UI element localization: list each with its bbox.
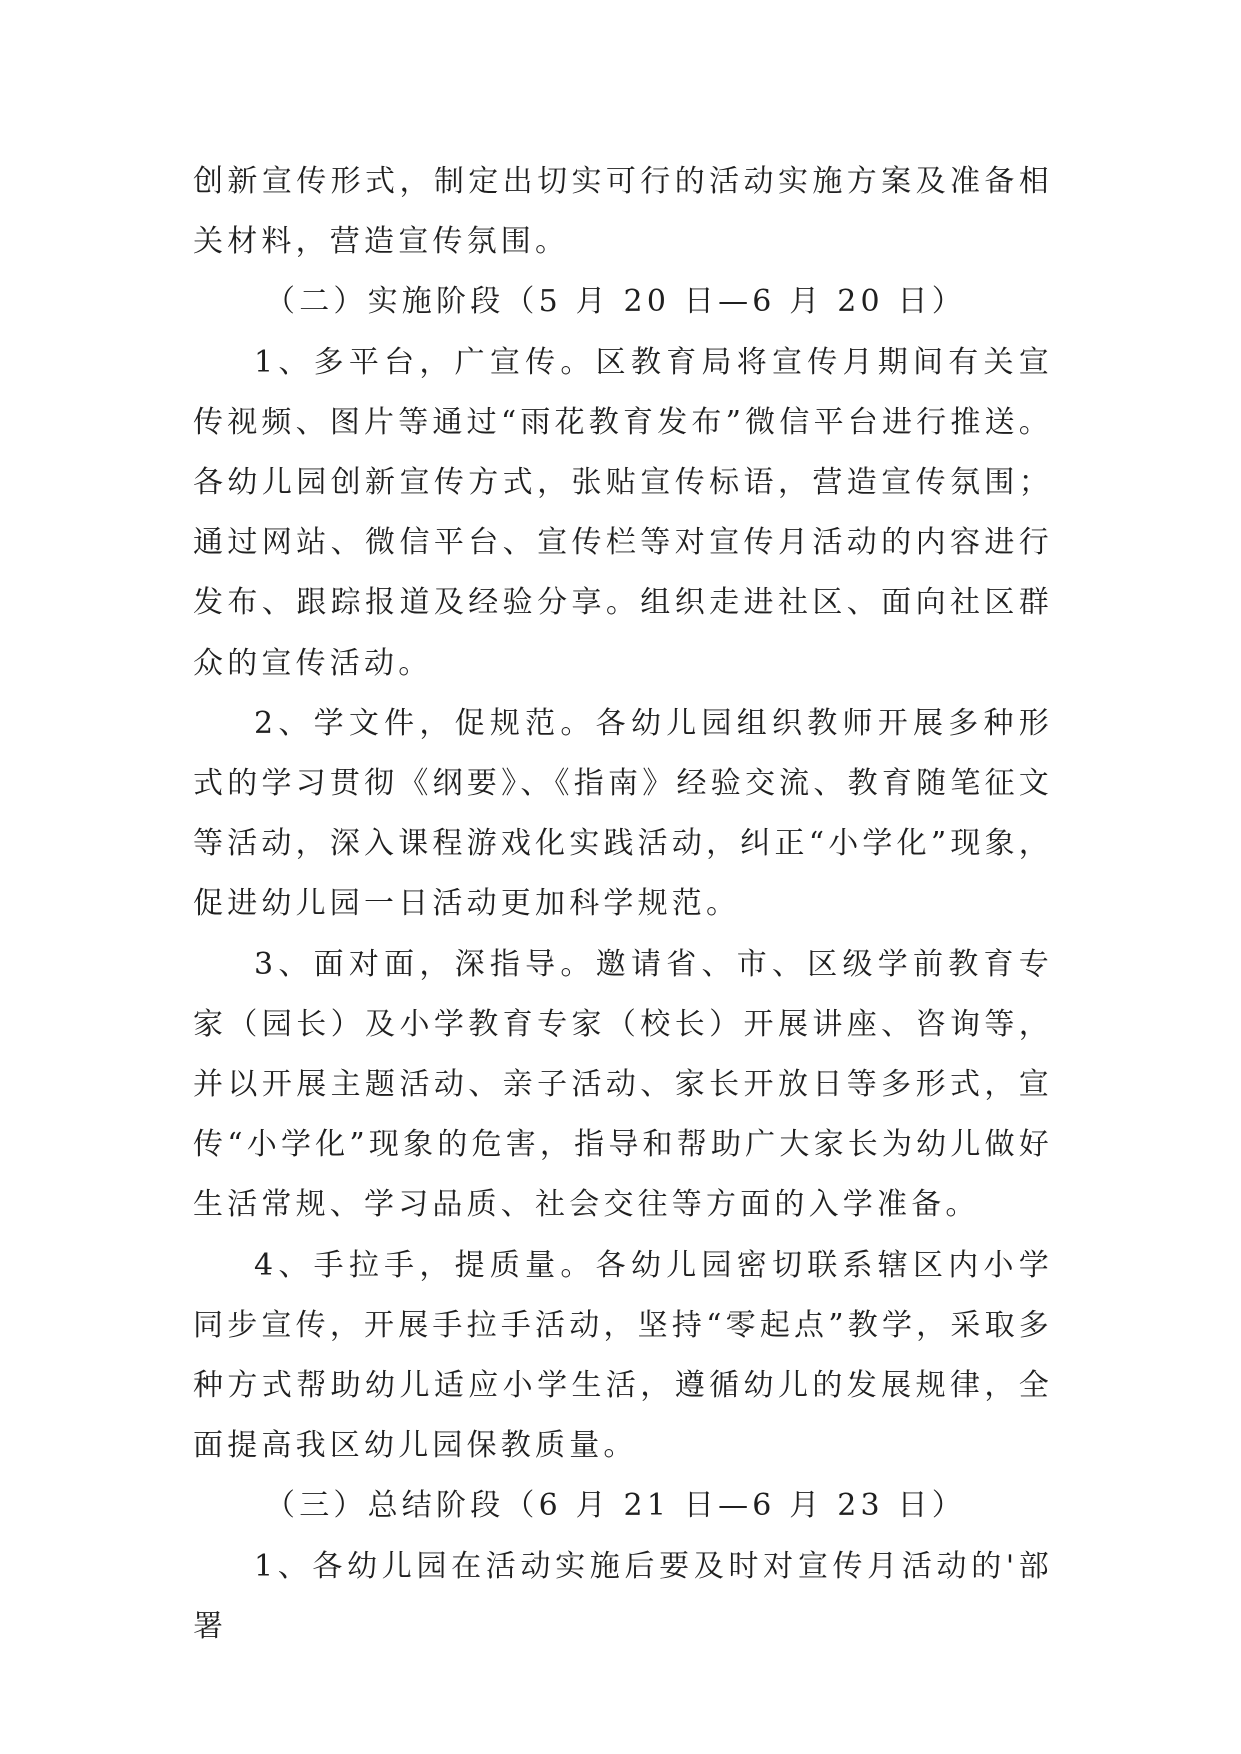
paragraph-continuation: 创新宣传形式，制定出切实可行的活动实施方案及准备相关材料，营造宣传氛围。 — [193, 164, 1053, 260]
paragraph-item-3: 3、面对面，深指导。邀请省、市、区级学前教育专家（园长）及小学教育专家（校长）开展讲座、咨询等，并以开展主题活动、亲子活动、家长开放日等多形式，宣传“小学化”现象的危害，指导和帮助广大家长为幼儿做好生活常规、学习品质、社会交往等方面的入学准备。 — [193, 946, 1053, 1223]
paragraph-item-4: 4、手拉手，提质量。各幼儿园密切联系辖区内小学同步宣传，开展手拉手活动，坚持“零起点”教学，采取多种方式帮助幼儿适应小学生活，遵循幼儿的发展规律，全面提高我区幼儿园保教质量。 — [193, 1247, 1053, 1464]
paragraph-summary-item-1: 1、各幼儿园在活动实施后要及时对宣传月活动的'部署 — [193, 1548, 1053, 1644]
paragraph-item-1: 1、多平台，广宣传。区教育局将宣传月期间有关宣传视频、图片等通过“雨花教育发布”微信平台进行推送。各幼儿园创新宣传方式，张贴宣传标语，营造宣传氛围；通过网站、微信平台、宣传栏等对宣传月活动的内容进行发布、跟踪报道及经验分享。组织走进社区、面向社区群众的宣传活动。 — [193, 344, 1053, 681]
paragraph-item-2: 2、学文件，促规范。各幼儿园组织教师开展多种形式的学习贯彻《纲要》、《指南》经验交流、教育随笔征文等活动，深入课程游戏化实践活动，纠正“小学化”现象，促进幼儿园一日活动更加科学规范。 — [193, 705, 1053, 922]
section-heading-implementation: （二）实施阶段（5 月 20 日—6 月 20 日） — [265, 284, 966, 320]
document-body — [193, 152, 1053, 1657]
section-heading-summary: （三）总结阶段（6 月 21 日—6 月 23 日） — [265, 1488, 966, 1524]
